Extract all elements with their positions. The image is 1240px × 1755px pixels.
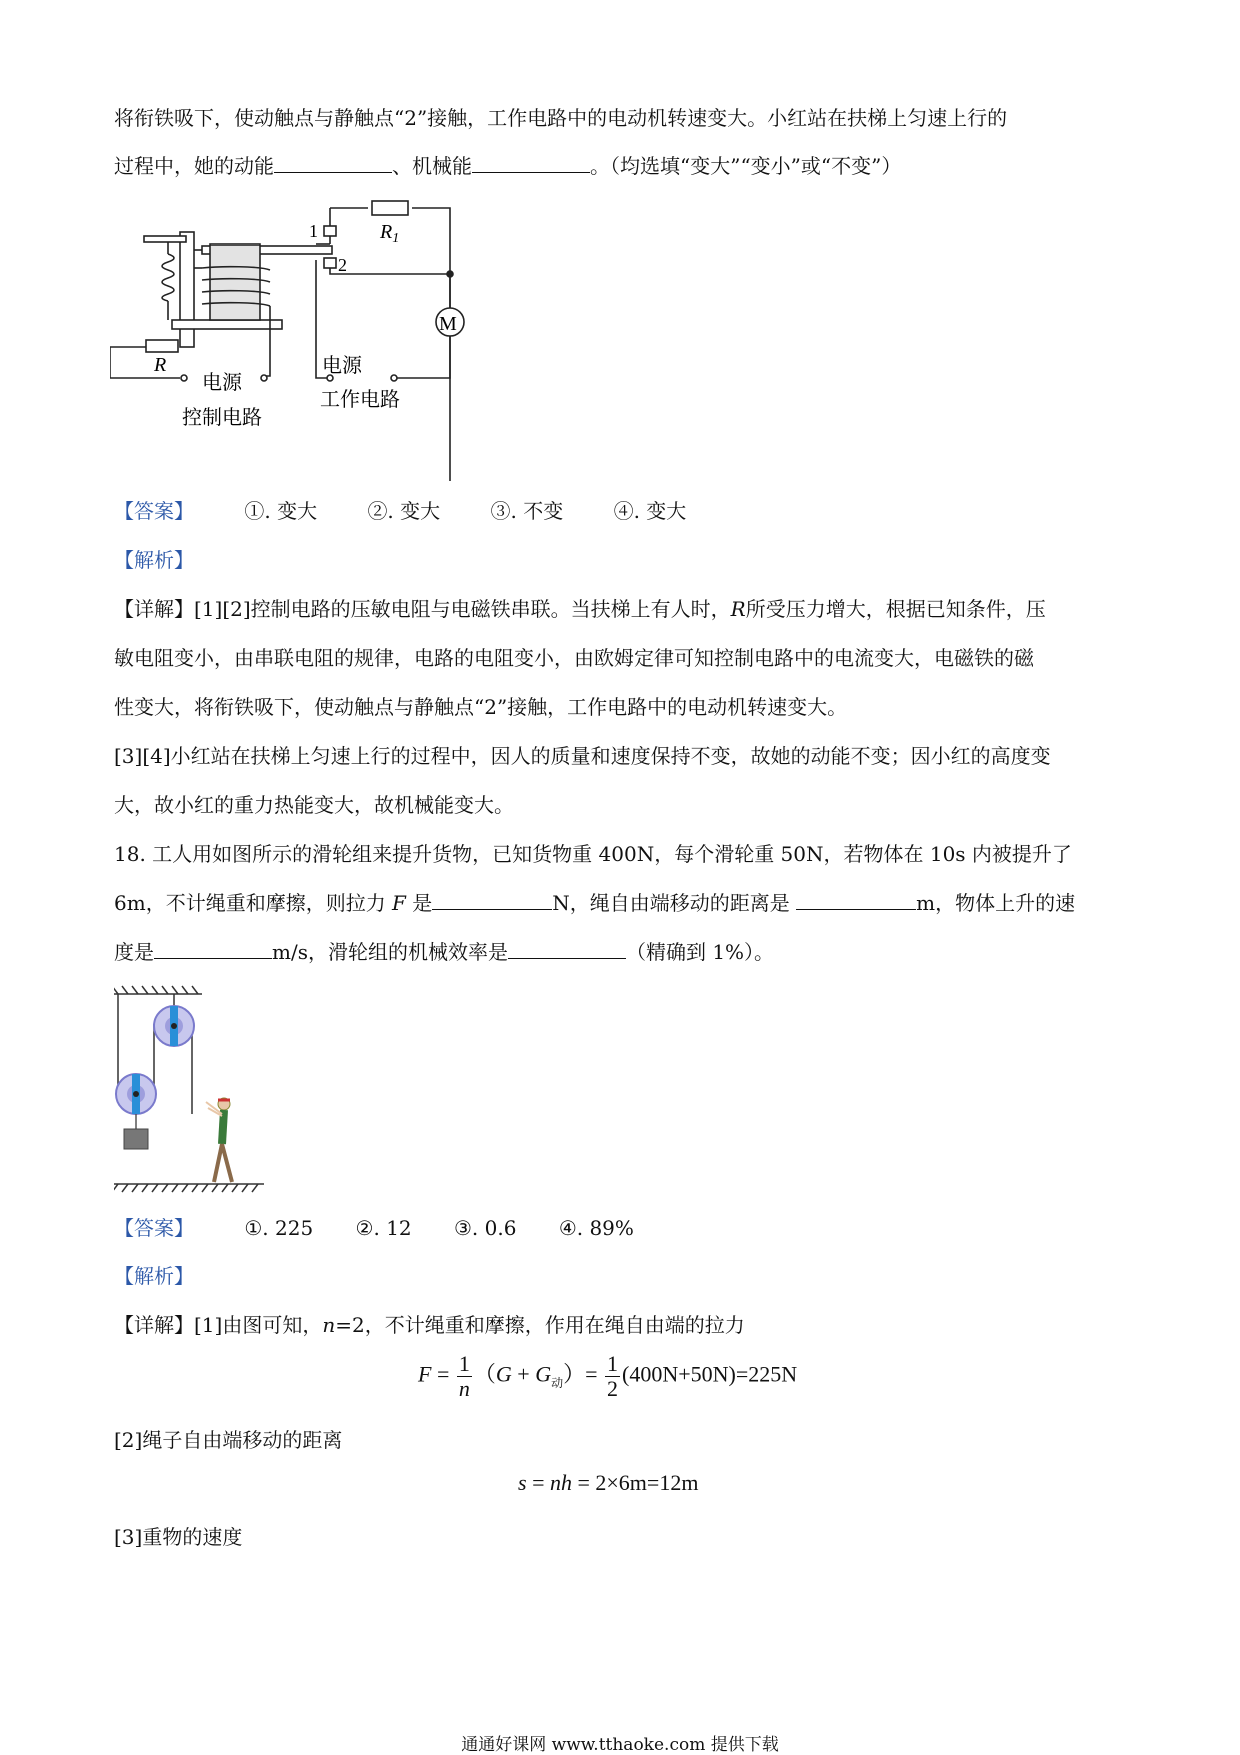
q18-text-line1: 18. 工人用如图所示的滑轮组来提升货物，已知货物重 400N，每个滑轮重 50N，若物体在 10s 内被提升了	[114, 842, 1072, 866]
q18-blank-efficiency[interactable]	[508, 938, 626, 959]
q18-answer-row: 【答案】 ①. 225 ②. 12 ③. 0.6 ④. 89%	[114, 1216, 634, 1240]
work-source-label: 电源	[322, 355, 362, 377]
r1-label: $R_1$	[380, 221, 400, 246]
motor-label: M	[439, 313, 457, 335]
answer-tag: 【答案】	[114, 1216, 194, 1240]
r-label: R	[154, 354, 167, 376]
q18-analysis-tag: 【解析】	[114, 1264, 194, 1288]
q17-detail-line5: 大，故小红的重力热能变大，故机械能变大。	[114, 793, 514, 817]
work-circuit-label: 工作电路	[320, 389, 400, 411]
control-source-label: 电源	[202, 372, 242, 394]
q18-blank-distance[interactable]	[796, 889, 916, 910]
q17-analysis-tag: 【解析】	[114, 548, 194, 572]
answer-tag: 【答案】	[114, 499, 194, 523]
control-circuit-label: 控制电路	[182, 407, 262, 429]
q17-detail-line1: 【详解】[1][2]控制电路的压敏电阻与电磁铁串联。当扶梯上有人时，R所受压力增大，根据已知条件，压	[114, 597, 1046, 621]
formula-distance: s = nh = 2×6m=12m	[518, 1470, 699, 1495]
q17-answer-row: 【答案】 ①. 变大 ②. 变大 ③. 不变 ④. 变大	[114, 499, 687, 523]
pulley-system-illustration	[114, 984, 274, 1194]
q17-text-line2: 过程中，她的动能 、机械能 。（均选填“变大”“变小”或“不变”）	[114, 154, 902, 178]
q17-detail-line4: [3][4]小红站在扶梯上匀速上行的过程中，因人的质量和速度保持不变，故她的动能不变；因小红的高度变	[114, 744, 1051, 768]
contact-1-label: 1	[309, 221, 318, 241]
q18-text-line3: 度是 m/s，滑轮组的机械效率是 （精确到 1%）。	[114, 940, 775, 964]
q17-blank-kinetic[interactable]	[274, 152, 392, 173]
q18-detail-line3: [3]重物的速度	[114, 1525, 243, 1549]
page-footer: 通通好课网 www.tthaoke.com 提供下载	[461, 1735, 779, 1755]
q17-detail-line2: 敏电阻变小，由串联电阻的规律，电路的电阻变小，由欧姆定律可知控制电路中的电流变大，电磁铁的磁	[114, 646, 1034, 670]
q18-detail-line2: [2]绳子自由端移动的距离	[114, 1428, 343, 1452]
formula-force: F = $\frac{1}{n}$ $(G + G_动)=$ $\frac{1}{2}$ (400N+50N)=225N	[418, 1351, 798, 1401]
relay-circuit-diagram	[110, 196, 470, 481]
q17-blank-mechanical[interactable]	[472, 152, 590, 173]
q18-detail-line1: 【详解】[1]由图可知，n=2，不计绳重和摩擦，作用在绳自由端的拉力	[114, 1313, 745, 1337]
q17-detail-line3: 性变大，将衔铁吸下，使动触点与静触点“2”接触，工作电路中的电动机转速变大。	[114, 695, 848, 719]
contact-2-label: 2	[338, 255, 347, 275]
q18-blank-speed[interactable]	[154, 938, 272, 959]
q17-text-line1: 将衔铁吸下，使动触点与静触点“2”接触，工作电路中的电动机转速变大。小红站在扶梯上匀速上行的	[114, 106, 1008, 130]
q18-blank-force[interactable]	[432, 889, 552, 910]
q18-text-line2: 6m，不计绳重和摩擦，则拉力 F 是 N，绳自由端移动的距离是 m，物体上升的速	[114, 891, 1076, 915]
